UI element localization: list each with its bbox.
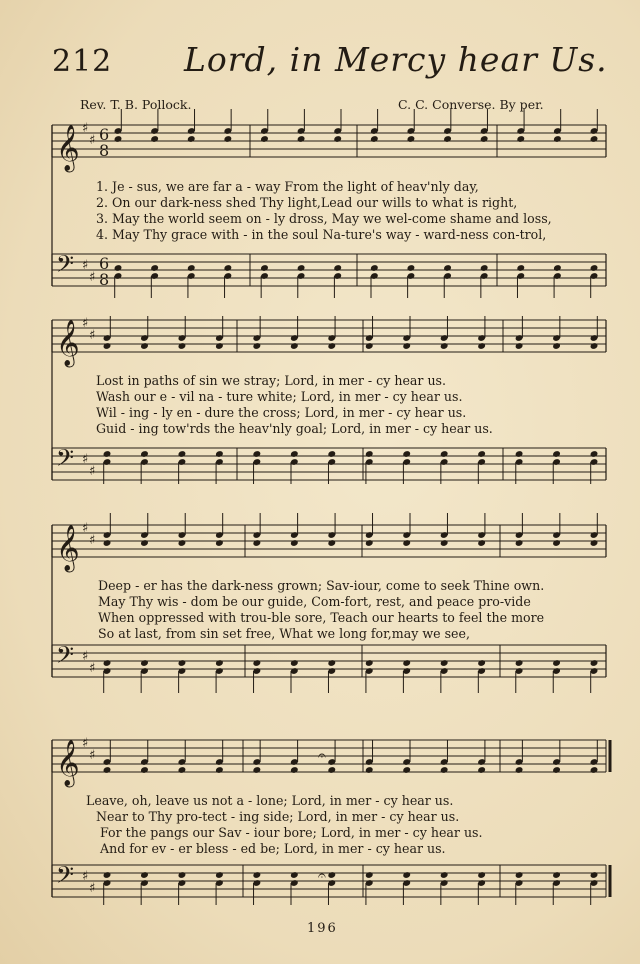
note-head (327, 342, 336, 350)
verse-2-line-4: Near to Thy pro-tect - ing side; Lord, in mer - cy hear us. (96, 809, 460, 824)
note-head (187, 135, 196, 143)
note-head (140, 871, 149, 879)
note-head (297, 264, 306, 272)
sharp-icon: ♯ (82, 316, 89, 331)
note-head (402, 342, 411, 350)
hymn-number: 212 (52, 44, 113, 79)
note-head (515, 450, 524, 458)
note-head (215, 342, 224, 350)
note-head (590, 342, 599, 350)
note-head (327, 871, 336, 879)
note-head (477, 766, 486, 774)
note-head (140, 539, 149, 547)
note-head (140, 766, 149, 774)
note-head (365, 539, 374, 547)
note-head (440, 871, 449, 879)
hymn-author: Rev. T. B. Pollock. (80, 97, 192, 112)
note-head (590, 135, 599, 143)
note-head (178, 342, 187, 350)
sharp-icon: ♯ (89, 328, 96, 343)
note-head (215, 871, 224, 879)
note-head (515, 342, 524, 350)
note-head (103, 342, 112, 350)
note-head (590, 539, 599, 547)
sharp-icon: ♯ (89, 133, 96, 148)
note-head (590, 659, 599, 667)
note-head (553, 135, 562, 143)
note-head (477, 871, 486, 879)
note-head (103, 659, 112, 667)
verse-1-line-4: Leave, oh, leave us not a - lone; Lord, in mer - cy hear us. (86, 793, 454, 808)
sharp-icon: ♯ (82, 452, 89, 467)
verse-1-line-1: 1. Je - sus, we are far a - way From the light of heav'nly day, (96, 179, 479, 194)
note-head (178, 450, 187, 458)
lyric-line (0, 610, 640, 626)
lyric-line (0, 195, 640, 211)
note-head (103, 766, 112, 774)
note-head (224, 135, 233, 143)
note-head (365, 871, 374, 879)
note-head (440, 766, 449, 774)
note-head (290, 766, 299, 774)
lyric-line (0, 626, 640, 642)
note-head (215, 450, 224, 458)
note-head (327, 539, 336, 547)
note-head (370, 264, 379, 272)
sharp-icon: ♯ (89, 464, 96, 479)
bass-clef-icon: 𝄢 (56, 444, 75, 477)
note-head (515, 766, 524, 774)
note-head (552, 766, 561, 774)
hymn-title: Lord, in Mercy hear Us. (184, 40, 608, 79)
note-head (253, 450, 262, 458)
note-head (552, 342, 561, 350)
note-head (407, 264, 416, 272)
page-number: 196 (307, 921, 338, 936)
lyric-line (0, 841, 640, 857)
note-head (515, 659, 524, 667)
lyric-line (0, 825, 640, 841)
note-head (370, 135, 379, 143)
lyric-line (0, 594, 640, 610)
bass-clef-icon: 𝄢 (56, 250, 75, 283)
note-head (590, 450, 599, 458)
time-signature-upper: 6 (99, 125, 110, 144)
note-head (140, 450, 149, 458)
note-head (553, 264, 562, 272)
note-head (402, 766, 411, 774)
note-head (477, 539, 486, 547)
note-head (260, 264, 269, 272)
verse-1-line-2: Lost in paths of sin we stray; Lord, in mer - cy hear us. (96, 373, 447, 388)
sharp-icon: ♯ (82, 649, 89, 664)
lyric-line (0, 421, 640, 437)
note-head (590, 264, 599, 272)
note-head (590, 766, 599, 774)
lyric-line (0, 809, 640, 825)
note-head (477, 342, 486, 350)
note-head (402, 450, 411, 458)
verse-4-line-4: And for ev - er bless - ed be; Lord, in mer - cy hear us. (100, 841, 446, 856)
note-head (327, 450, 336, 458)
note-head (215, 659, 224, 667)
verse-1-line-3: Deep - er has the dark-ness grown; Sav-iour, come to seek Thine own. (98, 578, 545, 593)
verse-3-line-3: When oppressed with trou-ble sore, Teach our hearts to feel the more (98, 610, 545, 625)
lyric-line (0, 227, 640, 243)
lyric-line (0, 211, 640, 227)
note-head (103, 539, 112, 547)
note-head (516, 135, 525, 143)
note-head (260, 135, 269, 143)
verse-3-line-1: 3. May the world seem on - ly dross, May we wel-come shame and loss, (96, 211, 552, 226)
note-head (552, 871, 561, 879)
note-head (114, 264, 123, 272)
note-head (178, 871, 187, 879)
time-signature-lower: 8 (99, 270, 110, 289)
lyric-line (0, 389, 640, 405)
fermata-icon: 𝄐 (318, 868, 326, 884)
verse-4-line-3: So at last, from sin set free, What we long for,may we see, (98, 626, 470, 641)
note-head (253, 539, 262, 547)
sharp-icon: ♯ (89, 533, 96, 548)
note-head (103, 450, 112, 458)
note-head (150, 264, 159, 272)
bass-clef-icon: 𝄢 (56, 861, 75, 894)
note-head (327, 766, 336, 774)
note-head (365, 342, 374, 350)
lyric-line (0, 373, 640, 389)
note-head (440, 450, 449, 458)
verse-4-line-1: 4. May Thy grace with - in the soul Na-ture's way - ward-ness con-trol, (96, 227, 547, 242)
note-head (114, 135, 123, 143)
lyric-line (0, 405, 640, 421)
treble-clef-icon: 𝄞 (56, 740, 80, 786)
sharp-icon: ♯ (82, 521, 89, 536)
note-head (440, 659, 449, 667)
note-head (178, 659, 187, 667)
note-head (215, 539, 224, 547)
note-head (443, 135, 452, 143)
note-head (590, 871, 599, 879)
sharp-icon: ♯ (82, 121, 89, 136)
note-head (253, 342, 262, 350)
note-head (402, 871, 411, 879)
note-head (515, 539, 524, 547)
note-head (297, 135, 306, 143)
note-head (150, 135, 159, 143)
hymn-composer: C. C. Converse. By per. (398, 97, 544, 112)
note-head (552, 659, 561, 667)
note-head (440, 342, 449, 350)
lyric-line (0, 793, 640, 809)
note-head (515, 871, 524, 879)
sharp-icon: ♯ (82, 258, 89, 273)
note-head (178, 539, 187, 547)
note-head (365, 659, 374, 667)
note-head (365, 450, 374, 458)
sharp-icon: ♯ (89, 748, 96, 763)
note-head (440, 539, 449, 547)
note-head (365, 766, 374, 774)
treble-clef-icon: 𝄞 (56, 525, 80, 571)
note-head (253, 659, 262, 667)
verse-3-line-4: For the pangs our Sav - iour bore; Lord, in mer - cy hear us. (100, 825, 483, 840)
verse-2-line-3: May Thy wis - dom be our guide, Com-fort, rest, and peace pro-vide (98, 594, 531, 609)
note-head (480, 264, 489, 272)
note-head (333, 264, 342, 272)
lyric-line (0, 179, 640, 195)
note-head (516, 264, 525, 272)
note-head (552, 450, 561, 458)
note-head (477, 450, 486, 458)
treble-clef-icon: 𝄞 (56, 125, 80, 171)
sharp-icon: ♯ (89, 270, 96, 285)
note-head (552, 539, 561, 547)
time-signature-lower: 8 (99, 141, 110, 160)
note-head (290, 659, 299, 667)
note-head (253, 766, 262, 774)
sharp-icon: ♯ (82, 869, 89, 884)
note-head (178, 766, 187, 774)
note-head (480, 135, 489, 143)
note-head (103, 871, 112, 879)
fermata-icon: 𝄐 (318, 748, 326, 764)
lyric-line (0, 578, 640, 594)
note-head (327, 659, 336, 667)
sharp-icon: ♯ (89, 881, 96, 896)
treble-clef-icon: 𝄞 (56, 320, 80, 366)
note-head (477, 659, 486, 667)
note-head (187, 264, 196, 272)
verse-4-line-2: Guid - ing tow'rds the heav'nly goal; Lord, in mer - cy hear us. (96, 421, 493, 436)
note-head (290, 450, 299, 458)
verse-2-line-1: 2. On our dark-ness shed Thy light,Lead our wills to what is right, (96, 195, 518, 210)
note-head (290, 539, 299, 547)
note-head (443, 264, 452, 272)
note-head (407, 135, 416, 143)
note-head (290, 342, 299, 350)
bass-clef-icon: 𝄢 (56, 641, 75, 674)
note-head (402, 659, 411, 667)
verse-3-line-2: Wil - ing - ly en - dure the cross; Lord, in mer - cy hear us. (96, 405, 467, 420)
note-head (333, 135, 342, 143)
note-head (224, 264, 233, 272)
sharp-icon: ♯ (82, 736, 89, 751)
note-head (215, 766, 224, 774)
note-head (253, 871, 262, 879)
note-head (402, 539, 411, 547)
note-head (140, 659, 149, 667)
time-signature-upper: 6 (99, 254, 110, 273)
note-head (290, 871, 299, 879)
note-head (140, 342, 149, 350)
sharp-icon: ♯ (89, 661, 96, 676)
verse-2-line-2: Wash our e - vil na - ture white; Lord, in mer - cy hear us. (96, 389, 463, 404)
